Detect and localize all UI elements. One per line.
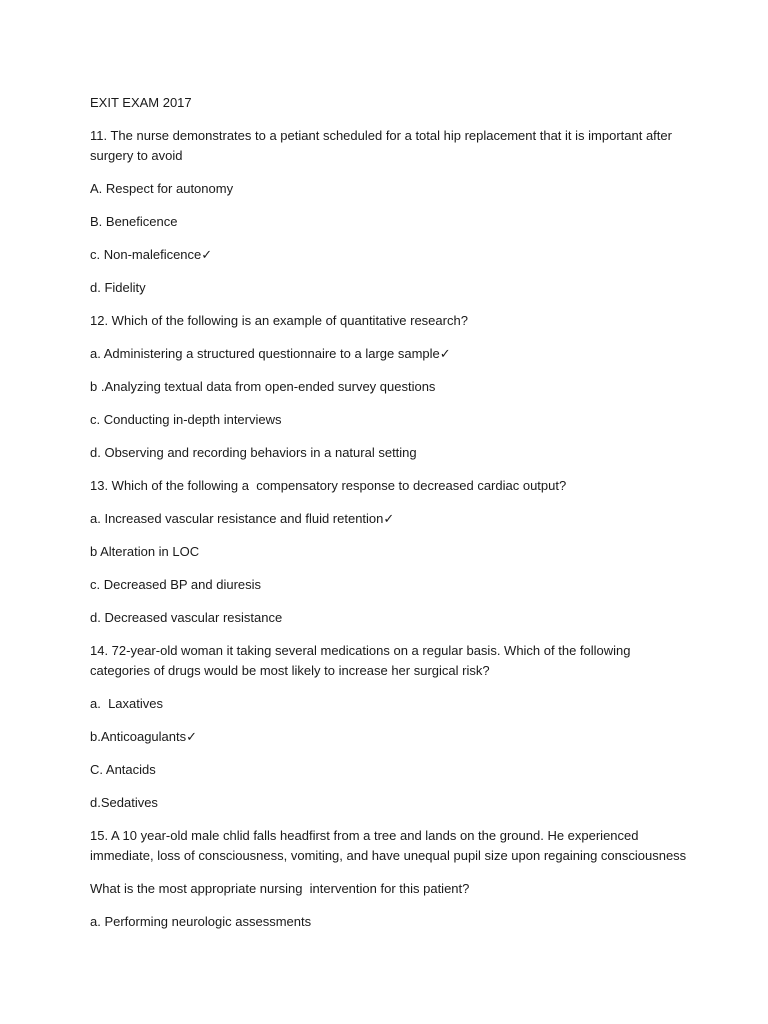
document-content (90, 93, 690, 945)
question-15-stem: 15. A 10 year-old male chlid falls headfirst from a tree and lands on the ground. He experienced immediate, loss of consciousness, vomiting, and have unequal pupil size upon regaining consciousness (90, 828, 687, 863)
question-13-option-b: b Alteration in LOC (90, 544, 200, 559)
question-13-option-a: a. Increased vascular resistance and fluid retention✓ (90, 511, 395, 526)
question-12-stem: 12. Which of the following is an example of quantitative research? (90, 313, 468, 328)
question-12-option-c: c. Conducting in-depth interviews (90, 412, 282, 427)
question-15-option-a: a. Performing neurologic assessments (90, 914, 312, 929)
question-13-stem: 13. Which of the following a compensatory response to decreased cardiac output? (90, 478, 567, 493)
question-13-option-c: c. Decreased BP and diuresis (90, 577, 262, 592)
question-11-option-a: A. Respect for autonomy (90, 181, 234, 196)
question-14-option-d: d.Sedatives (90, 795, 158, 810)
question-12-option-b: b .Analyzing textual data from open-ended survey questions (90, 379, 436, 394)
question-11-option-d: d. Fidelity (90, 280, 146, 295)
question-15-prompt: What is the most appropriate nursing intervention for this patient? (90, 881, 470, 896)
question-14-stem: 14. 72-year-old woman it taking several medications on a regular basis. Which of the following categories of drugs would be most likely to increase her surgical risk? (90, 643, 635, 678)
question-14-option-a: a. Laxatives (90, 696, 163, 711)
question-14-option-c: C. Antacids (90, 762, 156, 777)
question-14-option-b: b.Anticoagulants✓ (90, 729, 198, 744)
question-12-option-d: d. Observing and recording behaviors in a natural setting (90, 445, 417, 460)
question-12-option-a: a. Administering a structured questionnaire to a large sample✓ (90, 346, 451, 361)
document-title: EXIT EXAM 2017 (90, 95, 192, 110)
question-13-option-d: d. Decreased vascular resistance (90, 610, 283, 625)
question-11-option-c: c. Non-maleficence✓ (90, 247, 213, 262)
question-11-option-b: B. Beneficence (90, 214, 178, 229)
question-11-stem: 11. The nurse demonstrates to a petiant scheduled for a total hip replacement that it is important after surgery to avoid (90, 128, 676, 163)
